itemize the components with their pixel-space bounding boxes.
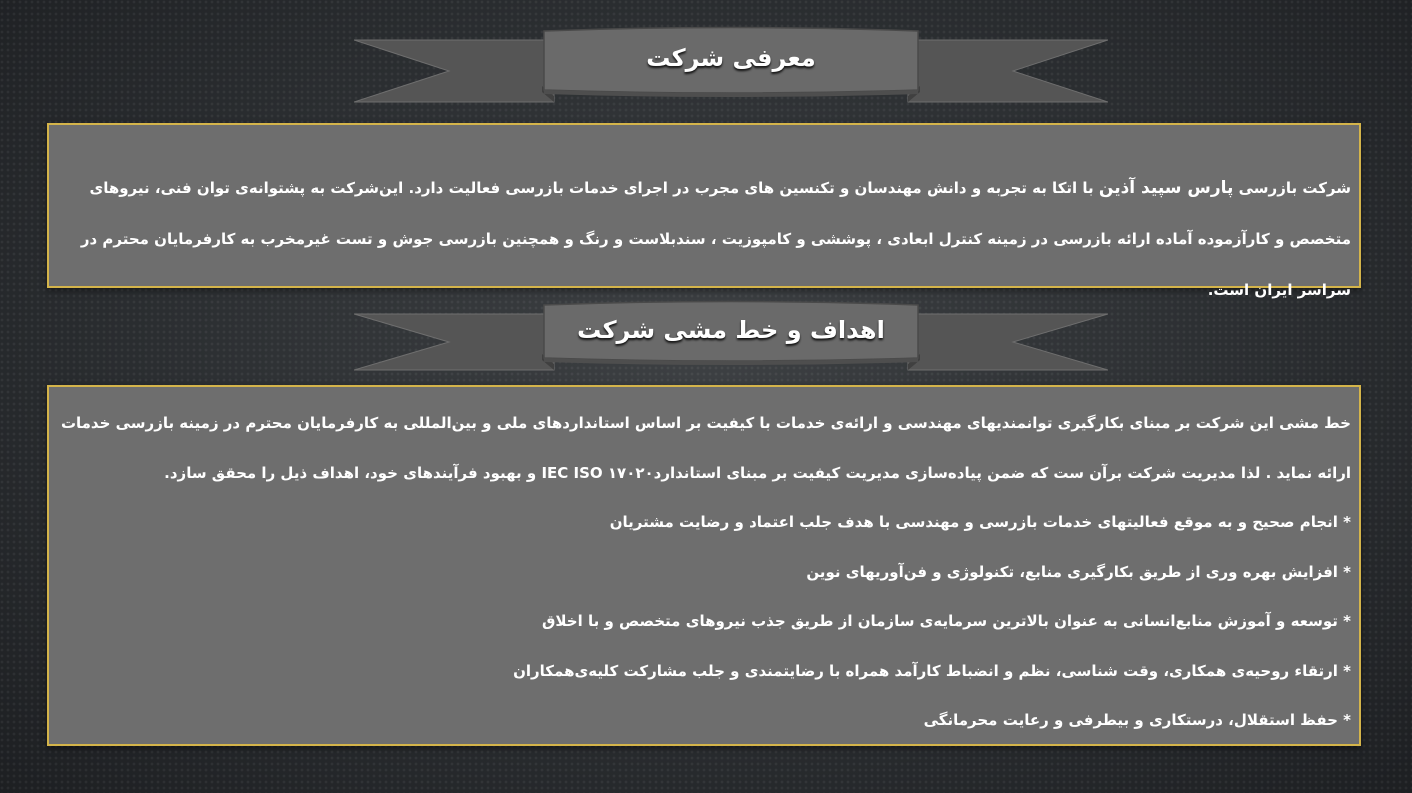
goals-banner [354, 296, 1108, 378]
intro-lead: شرکت بازرسی [1233, 179, 1351, 197]
intro-rest: با اتکا به تجربه و دانش مهندسان و تکنسین های مجرب در اجرای خدمات بازرسی فعالیت دارد. این‌شرکت به پشتوانه‌ی توان فنی، نیروهای متخصص و کارآزموده آماده ارائه بازرسی در زمینه کنترل ابعادی ، پوششی و کامپوزیت ، سندبلاست و رنگ و همچنین بازرسی جوش و تست غیرمخرب به کارفرمایان محترم در سراسر ایران است. [80, 179, 1351, 299]
goal-item: * انجام صحیح و به موقع فعالیتهای خدمات بازرسی و مهندسی با هدف جلب اعتماد و رضایت مشتریان [609, 513, 1351, 531]
goals-intro: خط مشی این شرکت بر مبنای بکارگیری توانمندیهای مهندسی و ارائه‌ی خدمات با کیفیت بر اساس استانداردهای ملی و بین‌المللی به کارفرمایان محترم در زمینه بازرسی خدمات ارائه نماید . لذا مدیریت شرکت برآن ست که ضمن پیاده‌سازی مدیریت کیفیت بر مبنای استاندارد۱۷۰۲۰ IEC ISO و بهبود فرآیندهای خود، اهداف ذیل را محقق سازد. [60, 414, 1351, 482]
goal-item: * حفظ استقلال، درستکاری و بیطرفی و رعایت محرمانگی [923, 711, 1351, 729]
intro-banner [354, 26, 1108, 108]
intro-panel [47, 123, 1361, 299]
goal-item: * افزایش بهره وری از طریق بکارگیری منابع، تکنولوژی و فن‌آوریهای نوین [806, 562, 1351, 581]
goals-panel [47, 385, 1361, 746]
company-name: پارس سپید آذین [1098, 178, 1234, 198]
goal-item: * ارتقاء روحیه‌ی همکاری، وقت شناسی، نظم و انضباط کارآمد همراه با رضایتمندی و جلب مشارکت کلیه‌ی‌همکاران [513, 661, 1351, 680]
goals-title: اهداف و خط مشی شرکت [577, 316, 885, 344]
intro-title: معرفی شرکت [646, 44, 816, 72]
intro-text [59, 163, 1351, 316]
goal-item: * توسعه و آموزش منابع‌انسانی به عنوان بالاترین سرمایه‌ی سازمان از طریق جذب نیروهای متخصص و با اخلاق [542, 612, 1351, 630]
